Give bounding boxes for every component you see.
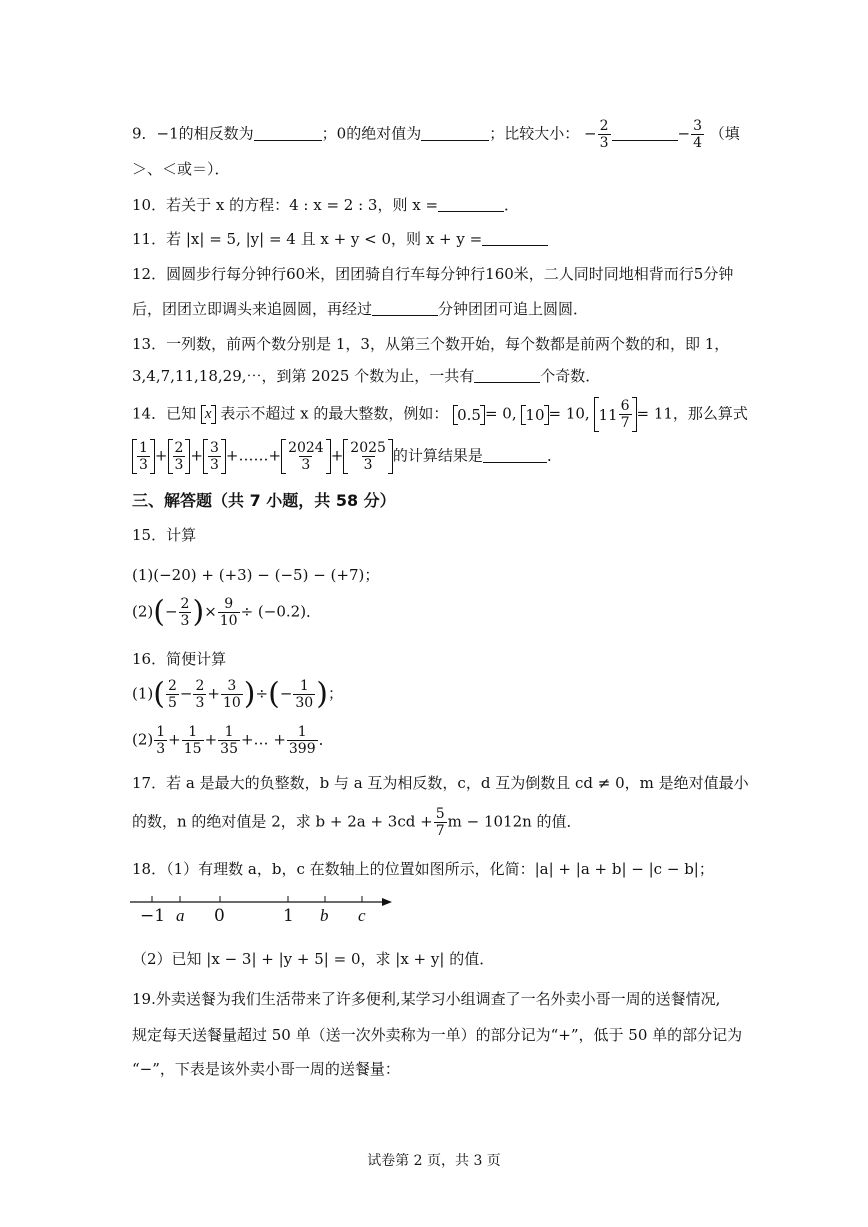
q12-line-1: 12．圆圆步行每分钟行60米，团团骑自行车每分钟行160米，二人同时同地相背而行5分钟 — [132, 265, 734, 283]
q14-blank[interactable] — [483, 448, 547, 463]
q9-text-2: ；0的绝对值为 — [321, 124, 422, 143]
q14-term-3: $\frac{3}{3}$ — [203, 440, 226, 473]
number-line — [130, 884, 400, 928]
q9-blank-3[interactable] — [612, 126, 678, 141]
axis-label-0: 0 — [214, 906, 225, 926]
axis-label-neg1: −1 — [140, 906, 166, 926]
q14-term-2: $\frac{2}{3}$ — [168, 440, 191, 473]
q14-tail: 的计算结果是 — [392, 446, 483, 465]
q19-line-1: 19.外卖送餐为我们生活带来了许多便利,某学习小组调查了一名外卖小哥一周的送餐情况, — [132, 990, 721, 1008]
q15-part-2: (2)(− $\frac{2}{3}$ )× $\frac{9}{10}$ ÷ (−0.2)． — [132, 594, 322, 630]
q19-line-2: 规定每天送餐量超过 50 单（送一次外卖称为一单）的部分记为“+”，低于 50 单的部分记为 — [132, 1026, 743, 1044]
q19-line-3: “−”，下表是该外卖小哥一周的送餐量： — [132, 1060, 400, 1078]
q14-line-1 — [132, 398, 748, 431]
q18-line-2: （2）已知 |x − 3| + |y + 5| = 0，求 |x + y| 的值． — [132, 950, 495, 968]
q14-term-4: $\frac{2024}{3}$ — [281, 440, 331, 473]
q9-blank-2[interactable] — [421, 126, 489, 141]
q14-dots: +……+ — [225, 446, 282, 465]
q14-ex2-result: = 10, — [548, 404, 590, 423]
axis-label-1: 1 — [283, 906, 294, 926]
q14-term-1: $\frac{1}{3}$ — [132, 440, 155, 473]
q16-title: 16．简便计算 — [132, 650, 227, 668]
q11-text: 11．若 |x| = 5, |y| = 4 且 x + y < 0，则 x + y = — [132, 230, 483, 248]
axis-label-c: c — [358, 906, 366, 925]
q9-line-2: ＞、＜或＝）． — [132, 160, 230, 178]
q14-floor-ex1: 0.5 — [453, 406, 485, 424]
q9-fraction-1: $\frac{2}{3}$ — [599, 118, 609, 151]
section-3-heading: 三、解答题（共 7 小题，共 58 分） — [132, 491, 396, 510]
q13-text-a: 3,4,7,11,18,29,⋯，到第 2025 个数为止，一共有 — [132, 367, 475, 385]
q10-end: ． — [504, 196, 520, 214]
q14-ex3-result: = 11，那么算式 — [636, 404, 748, 423]
q9-number: 9． — [132, 124, 157, 143]
q14-floor-x: x — [201, 406, 216, 423]
q16-part-1: (1)( $\frac{2}{5}$ − $\frac{2}{3}$ + $\frac{3}{10}$ )÷(− $\frac{1}{30}$ )； — [132, 676, 343, 712]
q14-text-b: 表示不超过 x 的最大整数，例如： — [220, 404, 449, 423]
q9-text-1: −1的相反数为 — [156, 124, 254, 143]
q14-floor-ex2: 10 — [521, 406, 548, 424]
q13-line-1: 13．一列数，前两个数分别是 1，3，从第三个数开始，每个数都是前两个数的和，即 1， — [132, 335, 730, 353]
q17-line-2: 的数，n 的绝对值是 2，求 b + 2a + 3cd + $\frac{5}{7}$ m − 1012n 的值． — [132, 806, 582, 839]
q9-text-3: ；比较大小： — [489, 124, 580, 143]
q13-text-b: 个奇数． — [540, 367, 601, 385]
q12-blank[interactable] — [372, 301, 438, 316]
question-10 — [132, 194, 519, 215]
q16-part-2: (2) $\frac{1}{3}$ + $\frac{1}{15}$ + $\frac{1}{35}$ +… + $\frac{1}{399}$ ． — [132, 724, 334, 757]
q9-blank-1[interactable] — [254, 126, 322, 141]
axis-label-a: a — [176, 906, 185, 925]
q9-minus-1: − — [584, 124, 597, 143]
q9-minus-2: − — [677, 124, 691, 143]
q17-line-1: 17．若 a 是最大的负整数，b 与 a 互为相反数，c，d 互为倒数且 cd ≠ 0，m 是绝对值最小 — [132, 774, 749, 792]
question-11 — [132, 228, 548, 249]
q13-line-2 — [132, 365, 600, 386]
q11-blank[interactable] — [482, 231, 548, 246]
question-9 — [132, 118, 740, 151]
q12-line-2 — [132, 298, 588, 319]
q13-blank[interactable] — [474, 368, 540, 383]
axis-label-b: b — [320, 906, 329, 925]
q14-ex1-result: = 0, — [484, 404, 517, 423]
q10-text: 10．若关于 x 的方程：4 : x = 2 : 3，则 x = — [132, 196, 439, 214]
q15-part-1: (1)(−20) + (+3) − (−5) − (+7)； — [132, 566, 380, 584]
q14-line-2: $\frac{1}{3}$ + $\frac{2}{3}$ + $\frac{3}{3}$ +……+ $\frac{2024}{3}$ + $\frac{2025}{3}$ 的计算结果是 ． — [132, 440, 562, 473]
q12-text-b: 分钟团团可追上圆圆． — [438, 300, 589, 318]
q9-text-4: （填 — [709, 124, 740, 143]
q18-line-1: 18．（1）有理数 a，b，c 在数轴上的位置如图所示，化简：|a| + |a + b| − |c − b|； — [132, 860, 714, 878]
q15-title: 15．计算 — [132, 526, 197, 544]
q12-text-a: 后，团团立即调头来追圆圆，再经过 — [132, 300, 373, 318]
q14-floor-ex3: 11 $\frac{6}{7}$ — [594, 398, 636, 431]
q14-text-a: 14．已知 — [132, 404, 197, 423]
q14-term-5: $\frac{2025}{3}$ — [343, 440, 393, 473]
q10-blank[interactable] — [438, 197, 504, 212]
q9-fraction-2: $\frac{3}{4}$ — [693, 118, 703, 151]
page-footer: 试卷第 2 页，共 3 页 — [367, 1153, 501, 1169]
